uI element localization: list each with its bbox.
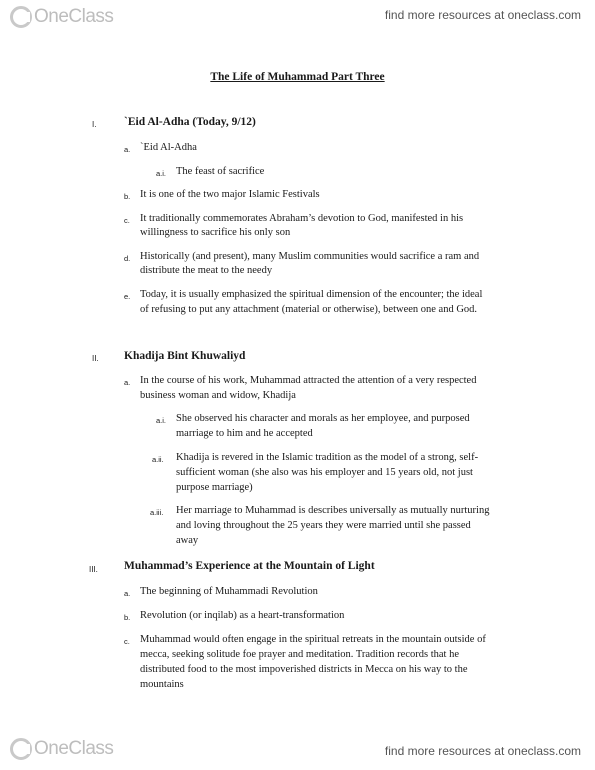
item-marker: c.: [124, 216, 130, 225]
item-line: Her marriage to Muhammad is describes universally as mutually nurturing: [176, 505, 490, 516]
item-line: The feast of sacrifice: [176, 166, 265, 177]
find-resources-link-footer[interactable]: find more resources at oneclass.com: [384, 744, 581, 758]
item-line: In the course of his work, Muhammad attracted the attention of a very respected: [140, 375, 477, 386]
item-marker: b.: [124, 613, 131, 622]
item-line: distribute the meat to the needy: [140, 265, 273, 276]
item-marker: a.ii.: [152, 455, 164, 464]
logo-text: OneClass: [34, 738, 114, 759]
item-line: It is one of the two major Islamic Festivals: [140, 189, 320, 200]
oneclass-logo[interactable]: [10, 6, 113, 28]
item-line: Revolution (or inqilab) as a heart-transformation: [140, 610, 345, 621]
find-resources-link[interactable]: find more resources at oneclass.com: [384, 8, 581, 22]
item-line: purpose marriage): [176, 482, 253, 493]
section-heading: Muhammad’s Experience at the Mountain of Light: [124, 560, 375, 572]
section-number: III.: [89, 565, 98, 574]
item-marker: a.: [124, 378, 131, 387]
section-heading: `Eid Al-Adha (Today, 9/12): [124, 116, 256, 128]
section-number: II.: [92, 354, 99, 363]
item-line: mountains: [140, 679, 184, 690]
item-marker: e.: [124, 292, 131, 301]
item-line: `Eid Al-Adha: [140, 142, 197, 153]
item-line: mecca, seeking solitude foe prayer and meditation. Tradition records that he: [140, 649, 459, 660]
section-number: I.: [92, 120, 97, 129]
item-marker: c.: [124, 637, 130, 646]
item-line: business woman and widow, Khadija: [140, 390, 296, 401]
item-line: Khadija is revered in the Islamic tradition as the model of a strong, self-: [176, 452, 479, 463]
item-line: distributed food to the most impoverished districts in Mecca on his way to the: [140, 664, 468, 675]
item-line: and loving throughout the 25 years they were married until she passed: [176, 520, 471, 531]
item-line: marriage to him and he accepted: [176, 428, 313, 439]
item-line: She observed his character and morals as her employee, and purposed: [176, 413, 470, 424]
oneclass-logo-footer[interactable]: [10, 738, 113, 760]
item-line: of refusing to put any attachment (material or otherwise), between one and God.: [140, 304, 478, 315]
item-marker: a.: [124, 145, 131, 154]
logo-text: OneClass: [34, 6, 114, 27]
item-line: Historically (and present), many Muslim communities would sacrifice a ram and: [140, 251, 480, 262]
item-marker: d.: [124, 254, 131, 263]
item-marker: b.: [124, 192, 131, 201]
item-line: sufficient woman (she also was his employer and 15 years old, not just: [176, 467, 473, 478]
item-marker: a.: [124, 589, 131, 598]
item-marker: a.iii.: [150, 508, 164, 517]
item-line: It traditionally commemorates Abraham’s devotion to God, manifested in his: [140, 213, 464, 224]
document-title: The Life of Muhammad Part Three: [210, 71, 385, 83]
section-heading: Khadija Bint Khuwaliyd: [124, 350, 246, 362]
item-marker: a.i.: [156, 169, 167, 178]
item-line: Muhammad would often engage in the spiritual retreats in the mountain outside of: [140, 634, 486, 645]
logo-ring-icon: [10, 6, 32, 28]
item-line: willingness to sacrifice his only son: [140, 227, 291, 238]
logo-ring-icon: [10, 738, 32, 760]
item-line: away: [176, 535, 199, 546]
item-line: Today, it is usually emphasized the spiritual dimension of the encounter; the ideal: [140, 289, 483, 300]
item-line: The beginning of Muhammadi Revolution: [140, 586, 318, 597]
item-marker: a.i.: [156, 416, 167, 425]
